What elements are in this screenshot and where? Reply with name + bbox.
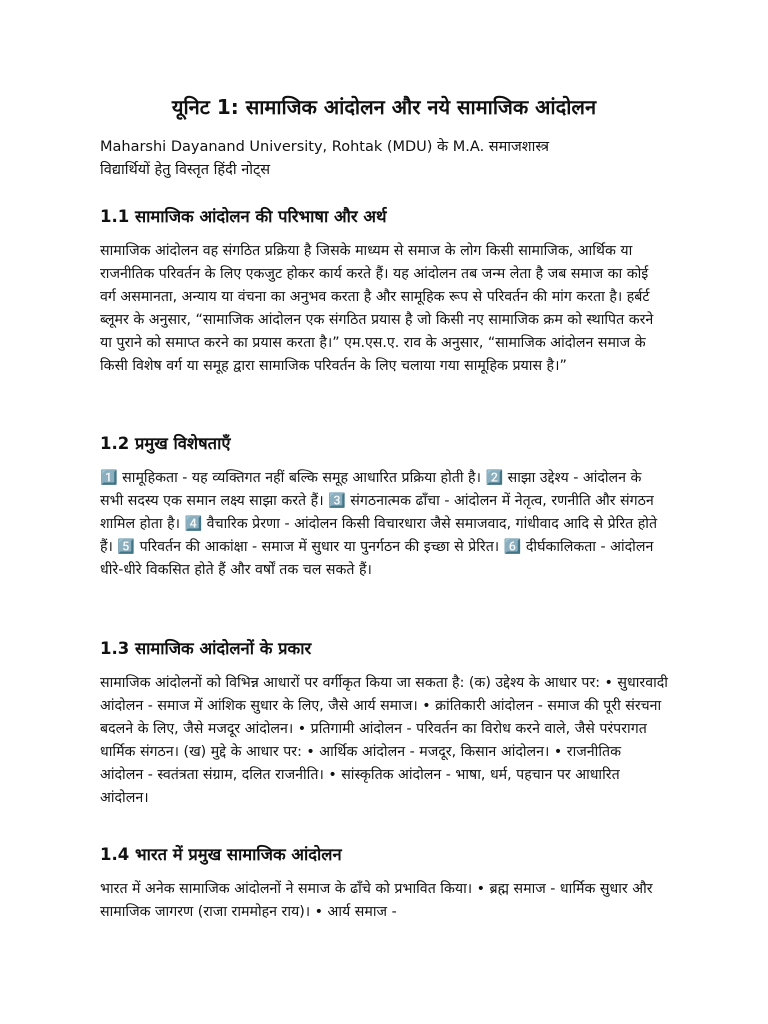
section-body: सामाजिक आंदोलन वह संगठित प्रक्रिया है जिसके माध्यम से समाज के लोग किसी सामाजिक, आर्थिक या राजनीतिक परिवर्तन के लिए एकजुट होकर कार्य करते हैं। यह आंदोलन तब जन्म लेता है जब समाज का कोई वर्ग असमानता, अन्याय या वंचना का अनुभव करता है और सामूहिक रूप से परिवर्तन की मांग करता है। हर्बर्ट ब्लूमर के अनुसार, “सामाजिक आंदोलन एक संगठित प्रयास है जो किसी नए सामाजिक क्रम को स्थापित करने या पुराने को समाप्त करने का प्रयास करता है।” एम.एस.ए. राव के अनुसार, “सामाजिक आंदोलन समाज के किसी विशेष वर्ग या समूह द्वारा सामाजिक परिवर्तन के लिए चलाया गया सामूहिक प्रयास है।” xyxy=(100,243,654,374)
section-body: भारत में अनेक सामाजिक आंदोलनों ने समाज के ढाँचे को प्रभावित किया। • ब्रह्म समाज - धार्मिक सुधार और सामाजिक जागरण (राजा राममोहन राय)। • आर्य समाज - xyxy=(100,881,653,920)
section-body: सामाजिक आंदोलनों को विभिन्न आधारों पर वर्गीकृत किया जा सकता है: (क) उद्देश्य के आधार पर: • सुधारवादी आंदोलन - समाज में आंशिक सुधार के लिए, जैसे आर्य समाज। • क्रांतिकारी आंदोलन - समाज की पूरी संरचना बदलने के लिए, जैसे मजदूर आंदोलन। • प्रतिगामी आंदोलन - परिवर्तन का विरोध करने वाले, जैसे परंपरागत धार्मिक संगठन। (ख) मुद्दे के आधार पर: • आर्थिक आंदोलन - मजदूर, किसान आंदोलन। • राजनीतिक आंदोलन - स्वतंत्रता संग्राम, दलित राजनीति। • सांस्कृतिक आंदोलन - भाषा, धर्म, पहचान पर आधारित आंदोलन। xyxy=(100,675,668,806)
section-heading: 1.4 भारत में प्रमुख सामाजिक आंदोलन xyxy=(100,845,342,864)
section-heading: 1.3 सामाजिक आंदोलनों के प्रकार xyxy=(100,639,312,658)
section-body: 1️⃣ सामूहिकता - यह व्यक्तिगत नहीं बल्कि समूह आधारित प्रक्रिया होती है। 2️⃣ साझा उद्देश्य - आंदोलन के सभी सदस्य एक समान लक्ष्य साझा करते हैं। 3️⃣ संगठनात्मक ढाँचा - आंदोलन में नेतृत्व, रणनीति और संगठन शामिल होता है। 4️⃣ वैचारिक प्रेरणा - आंदोलन किसी विचारधारा जैसे समाजवाद, गांधीवाद आदि से प्रेरित होते हैं। 5️⃣ परिवर्तन की आकांक्षा - समाज में सुधार या पुनर्गठन की इच्छा से प्रेरित। 6️⃣ दीर्घकालिकता - आंदोलन धीरे-धीरे विकसित होते हैं और वर्षों तक चल सकते हैं। xyxy=(100,470,658,578)
section-indian-movements xyxy=(100,842,668,924)
section-heading: 1.2 प्रमुख विशेषताएँ xyxy=(100,434,231,453)
section-definition xyxy=(100,204,668,378)
section-characteristics xyxy=(100,431,668,582)
section-types xyxy=(100,636,668,810)
document-subtitle-line-1: Maharshi Dayanand University, Rohtak (MDU) के M.A. समाजशास्त्र xyxy=(100,139,550,155)
document-title: यूनिट 1: सामाजिक आंदोलन और नये सामाजिक आंदोलन xyxy=(171,95,597,119)
document-subtitle-line-2: विद्यार्थियों हेतु विस्तृत हिंदी नोट्स xyxy=(100,162,271,178)
section-heading: 1.1 सामाजिक आंदोलन की परिभाषा और अर्थ xyxy=(100,207,387,226)
